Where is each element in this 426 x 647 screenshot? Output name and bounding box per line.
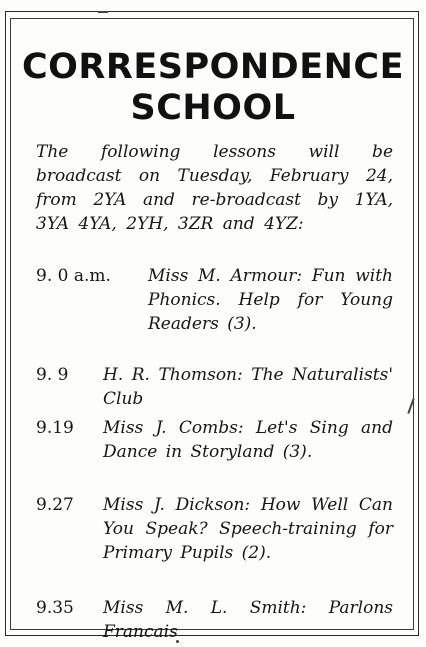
heading-line-1: CORRESPONDENCE	[21, 47, 404, 87]
lesson-description: H. R. Thomson: The Naturalists' Club	[103, 365, 393, 409]
lesson-time: 9. 9	[36, 365, 69, 385]
lesson-description: Miss M. Armour: Fun with Phonics. Help for Young Readers (3).	[148, 266, 393, 334]
heading-line-2: SCHOOL	[130, 88, 296, 128]
lesson-description: Miss M. L. Smith: Parlons Francais	[103, 598, 393, 642]
scan-speck-top	[98, 11, 108, 13]
lesson-time: 9. 0 a.m.	[36, 266, 111, 286]
lesson-time: 9.19	[36, 418, 74, 438]
lesson-description: Miss J. Combs: Let's Sing and Dance in Storyland (3).	[103, 418, 393, 462]
lesson-time: 9.35	[36, 598, 74, 618]
lesson-time: 9.27	[36, 495, 74, 515]
lesson-description: Miss J. Dickson: How Well Can You Speak? Speech-training for Primary Pupils (2).	[103, 495, 393, 563]
intro-paragraph: The following lessons will be broadcast on Tuesday, February 24, from 2YA and re-broadcast by 1YA, 3YA 4YA, 2YH, 3ZR and 4YZ:	[36, 142, 393, 234]
